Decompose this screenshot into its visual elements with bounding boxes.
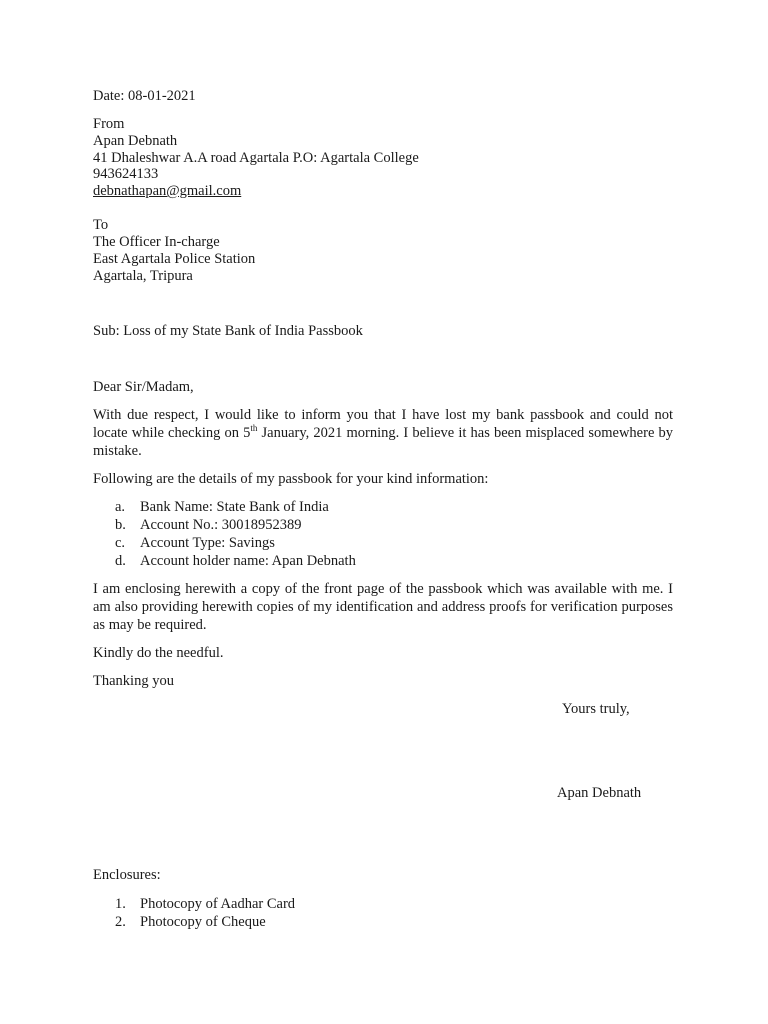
signature-name: Apan Debnath <box>557 785 642 801</box>
list-item: d. Account holder name: Apan Debnath <box>115 553 356 569</box>
sender-address: 41 Dhaleshwar A.A road Agartala P.O: Agartala College <box>93 150 419 166</box>
list-item: a. Bank Name: State Bank of India <box>115 499 329 515</box>
from-label: From <box>93 116 125 132</box>
list-item: 2. Photocopy of Cheque <box>115 914 266 930</box>
letter-date: Date: 08-01-2021 <box>93 88 196 104</box>
body-paragraph-1: With due respect, I would like to inform you that I have lost my bank passbook and could not locate while checking on 5th January, 2021 morning. I believe it has been misplaced somewhere by mistake. <box>93 407 673 459</box>
passbook-details-list <box>93 498 356 570</box>
sender-phone: 943624133 <box>93 166 159 182</box>
sender-name: Apan Debnath <box>93 133 178 149</box>
closing-line: Yours truly, <box>562 701 630 717</box>
thanks-line: Thanking you <box>93 673 174 689</box>
list-item: 1. Photocopy of Aadhar Card <box>115 896 296 912</box>
enclosures-label: Enclosures: <box>93 867 161 883</box>
body-paragraph-2: Following are the details of my passbook for your kind information: <box>93 471 489 487</box>
salutation: Dear Sir/Madam, <box>93 379 194 395</box>
subject-line: Sub: Loss of my State Bank of India Passbook <box>93 323 363 339</box>
list-item: b. Account No.: 30018952389 <box>115 517 302 533</box>
recipient-line-1: The Officer In-charge <box>93 234 220 250</box>
enclosures-list <box>93 895 295 931</box>
recipient-line-2: East Agartala Police Station <box>93 251 256 267</box>
body-paragraph-3: I am enclosing herewith a copy of the front page of the passbook which was available with me. I am also providing herewith copies of my identification and address proofs for verification purposes as may be required. <box>93 581 673 633</box>
to-label: To <box>93 217 109 233</box>
list-item: c. Account Type: Savings <box>115 535 275 551</box>
recipient-line-3: Agartala, Tripura <box>93 268 193 284</box>
sender-email-link[interactable]: debnathapan@gmail.com <box>93 183 242 199</box>
body-paragraph-4: Kindly do the needful. <box>93 645 224 661</box>
